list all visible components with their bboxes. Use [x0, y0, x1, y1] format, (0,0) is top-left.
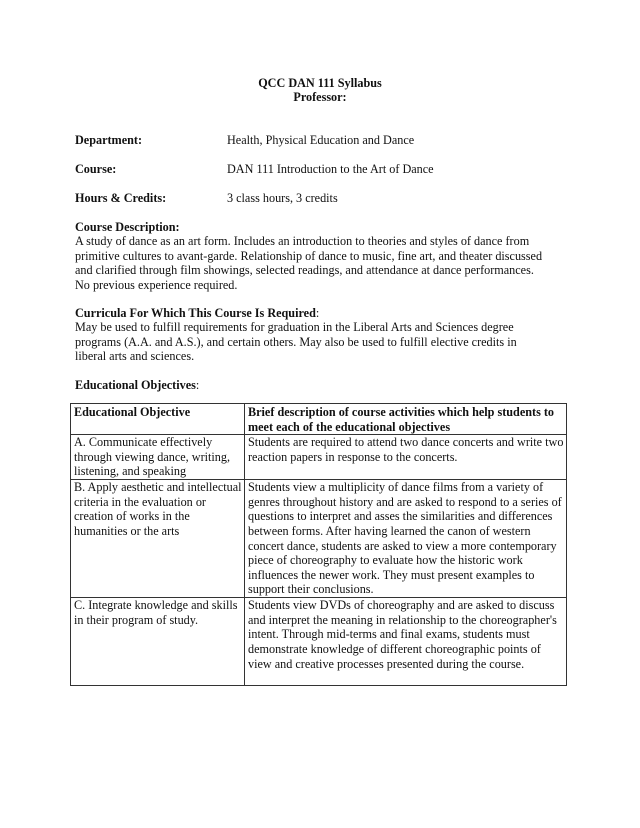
description-line: A study of dance as an art form. Includes an introduction to theories and styles of dance from: [75, 234, 530, 248]
course-description-heading: Course Description:: [75, 220, 180, 234]
activities-cell: Students view DVDs of choreography and are asked to discuss and interpret the meaning in relationship to the choreographer's intent. Through mid-terms and final exams, students must demonstrate knowledge of different choreographic points of view and creative processes presented during the course.: [245, 598, 567, 686]
objective-cell: A. Communicate effectively through viewing dance, writing, listening, and speaking: [71, 435, 245, 480]
curricula-line: May be used to fulfill requirements for graduation in the Liberal Arts and Sciences degree: [75, 320, 514, 334]
objective-column-header: Educational Objective: [71, 404, 245, 435]
table-header-row: [71, 404, 567, 435]
hours-credits-label: Hours & Credits:: [75, 191, 167, 205]
activities-cell: Students are required to attend two dance concerts and write two reaction papers in response to the concerts.: [245, 435, 567, 480]
description-line: No previous experience required.: [75, 277, 238, 292]
objective-cell: B. Apply aesthetic and intellectual criteria in the evaluation or creation of works in the humanities or the arts: [71, 480, 245, 598]
table-row: [71, 435, 567, 480]
curricula-line: programs (A.A. and A.S.), and certain others. May also be used to fulfill elective credits in: [75, 334, 517, 349]
table-row: [71, 480, 567, 598]
table-row: [71, 598, 567, 686]
objective-cell: C. Integrate knowledge and skills in their program of study.: [71, 598, 245, 686]
course-description-text: [75, 234, 565, 292]
objectives-table: [70, 403, 567, 686]
curricula-heading-line: [75, 306, 319, 321]
description-line: primitive cultures to avant-garde. Relationship of dance to music, fine art, and theater discussed: [75, 248, 543, 263]
course-value: DAN 111 Introduction to the Art of Dance: [227, 162, 434, 176]
curricula-line: liberal arts and sciences.: [75, 349, 195, 364]
course-label: Course:: [75, 162, 117, 176]
professor-line: Professor:: [293, 90, 347, 104]
activities-column-header: Brief description of course activities which help students to meet each of the educational objectives: [245, 404, 567, 435]
hours-credits-value: 3 class hours, 3 credits: [227, 191, 338, 205]
document-title: QCC DAN 111 Syllabus: [258, 76, 382, 90]
curricula-heading: Curricula For Which This Course Is Required: [75, 306, 316, 320]
objectives-heading-line: [75, 378, 199, 393]
curricula-heading-colon: :: [315, 306, 320, 320]
description-line: and clarified through film showings, selected readings, and attendance at dance performances.: [75, 263, 534, 278]
department-label: Department:: [75, 133, 143, 147]
curricula-text: [75, 320, 565, 364]
activities-cell: Students view a multiplicity of dance films from a variety of genres throughout history and are asked to respond to a series of questions to interpret and asses the similarities and differences between forms. After having learned the canon of western concert dance, students are asked to view a more contemporary piece of choreography to evaluate how the historic work influences the newer work. They must present examples to support their conclusions.: [245, 480, 567, 598]
objectives-heading-colon: :: [195, 378, 200, 392]
department-value: Health, Physical Education and Dance: [227, 133, 415, 147]
objectives-heading: Educational Objectives: [75, 378, 196, 392]
